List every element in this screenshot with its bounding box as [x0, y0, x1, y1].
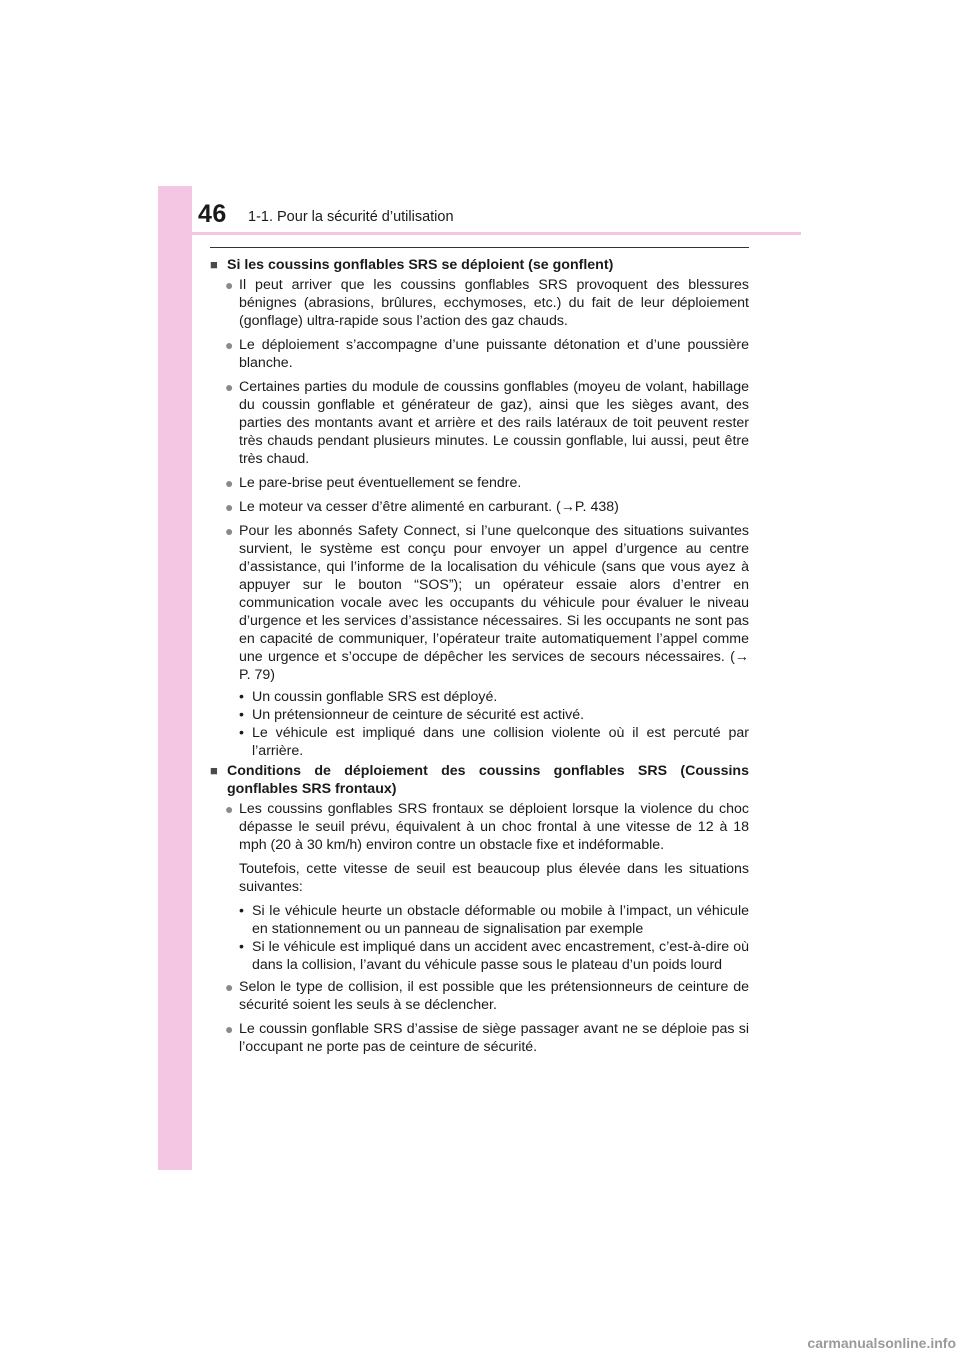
section-heading — [210, 256, 749, 274]
watermark-link[interactable]: carmanualsonline.info — [807, 1335, 956, 1351]
bullet-item — [225, 276, 749, 330]
sub-list-text: Si le véhicule heurte un obstacle déformable ou mobile à l’impact, un véhicule en stationnement ou un panneau de signalisation par exemple — [252, 903, 749, 937]
bullet-item — [225, 474, 749, 492]
bullet-text: Il peut arriver que les coussins gonflables SRS provoquent des blessures bénignes (abrasions, brûlures, ecchymoses, etc.) du fait de leur déploiement (gonflage) ultra-rapide sous l’action des gaz chauds. — [239, 277, 749, 329]
bullet-item — [225, 336, 749, 372]
sub-list-item — [239, 902, 749, 938]
small-bullet-icon: • — [239, 725, 244, 741]
round-bullet-icon: ● — [225, 475, 234, 491]
bullet-text: Le pare-brise peut éventuellement se fendre. — [239, 475, 522, 491]
section-heading-text: Conditions de déploiement des coussins gonflables SRS (Coussins gonflables SRS frontaux) — [227, 763, 749, 797]
bullet-item — [225, 978, 749, 1014]
round-bullet-icon: ● — [225, 801, 234, 817]
section-heading — [210, 762, 749, 798]
bullet-note: Toutefois, cette vitesse de seuil est beaucoup plus élevée dans les situations suivantes: — [239, 861, 749, 895]
header-rule — [192, 232, 801, 235]
bullet-text: Le déploiement s’accompagne d’une puissante détonation et d’une poussière blanche. — [239, 337, 749, 371]
section-heading-text: Si les coussins gonflables SRS se déploient (se gonflent) — [227, 257, 614, 273]
bullet-text: Les coussins gonflables SRS frontaux se déploient lorsque la violence du choc dépasse le seuil prévu, équivalent à un choc frontal à une vitesse de 12 à 18 mph (20 à 30 km/h) environ contre un obstacle fixe et indéformable. — [239, 801, 749, 853]
round-bullet-icon: ● — [225, 523, 234, 539]
sub-list-item — [239, 706, 749, 724]
bullet-item — [225, 498, 749, 516]
sub-list-text: Si le véhicule est impliqué dans un accident avec encastrement, c’est-à-dire où dans la collision, l’avant du véhicule passe sous le plateau d’un poids lourd — [252, 939, 749, 973]
page-number: 46 — [198, 200, 227, 228]
small-bullet-icon: • — [239, 707, 244, 723]
round-bullet-icon: ● — [225, 379, 234, 395]
chapter-title: 1-1. Pour la sécurité d’utilisation — [248, 209, 454, 225]
bullet-item — [225, 1020, 749, 1056]
bullet-item — [225, 800, 749, 854]
round-bullet-icon: ● — [225, 1021, 234, 1037]
round-bullet-icon: ● — [225, 979, 234, 995]
small-bullet-icon: • — [239, 689, 244, 705]
content-divider — [210, 247, 749, 248]
round-bullet-icon: ● — [225, 499, 234, 515]
bullet-text: Le moteur va cesser d’être alimenté en carburant. (→P. 438) — [239, 499, 619, 515]
square-bullet-icon: ■ — [210, 763, 218, 778]
bullet-item — [225, 378, 749, 468]
round-bullet-icon: ● — [225, 277, 234, 293]
round-bullet-icon: ● — [225, 337, 234, 353]
sub-list — [239, 902, 749, 974]
bullet-text: Selon le type de collision, il est possible que les prétensionneurs de ceinture de sécurité soient les seuls à se déclencher. — [239, 979, 749, 1013]
sub-list-item — [239, 724, 749, 760]
bullet-text: Le coussin gonflable SRS d’assise de siège passager avant ne se déploie pas si l’occupant ne porte pas de ceinture de sécurité. — [239, 1021, 749, 1055]
small-bullet-icon: • — [239, 939, 244, 955]
square-bullet-icon: ■ — [210, 257, 218, 272]
sub-list-text: Le véhicule est impliqué dans une collision violente où il est percuté par l’arrière. — [252, 725, 749, 759]
bullet-item — [225, 522, 749, 684]
sub-list-text: Un prétensionneur de ceinture de sécurité est activé. — [252, 707, 585, 723]
sub-list — [239, 688, 749, 760]
small-bullet-icon: • — [239, 903, 244, 919]
sub-list-text: Un coussin gonflable SRS est déployé. — [252, 689, 498, 705]
bullet-text: Pour les abonnés Safety Connect, si l’une quelconque des situations suivantes survient, le système est conçu pour envoyer un appel d’urgence au centre d’assistance, qui l’informe de la localisation du véhicule (sans que vous ayez à appuyer sur le bouton “SOS”); un opérateur essaie alors d’entrer en communication vocale avec les occupants du véhicule pour évaluer le niveau d’urgence et les services d’assistance nécessaires. Si les occupants ne sont pas en capacité de communiquer, l’opérateur traite automatiquement l’appel comme une urgence et s’occupe de dépêcher les services de secours nécessaires. (→ P. 79) — [239, 523, 749, 683]
bullet-text: Certaines parties du module de coussins gonflables (moyeu de volant, habillage du coussin gonflable et générateur de gaz), ainsi que les sièges avant, des parties des montants avant et arrière et des rails latéraux de toit peuvent rester très chauds pendant plusieurs minutes. Le coussin gonflable, lui aussi, peut être très chaud. — [239, 379, 749, 467]
page-content — [210, 256, 749, 1062]
sub-list-item — [239, 688, 749, 706]
chapter-side-tab — [158, 186, 192, 1170]
sub-list-item — [239, 938, 749, 974]
